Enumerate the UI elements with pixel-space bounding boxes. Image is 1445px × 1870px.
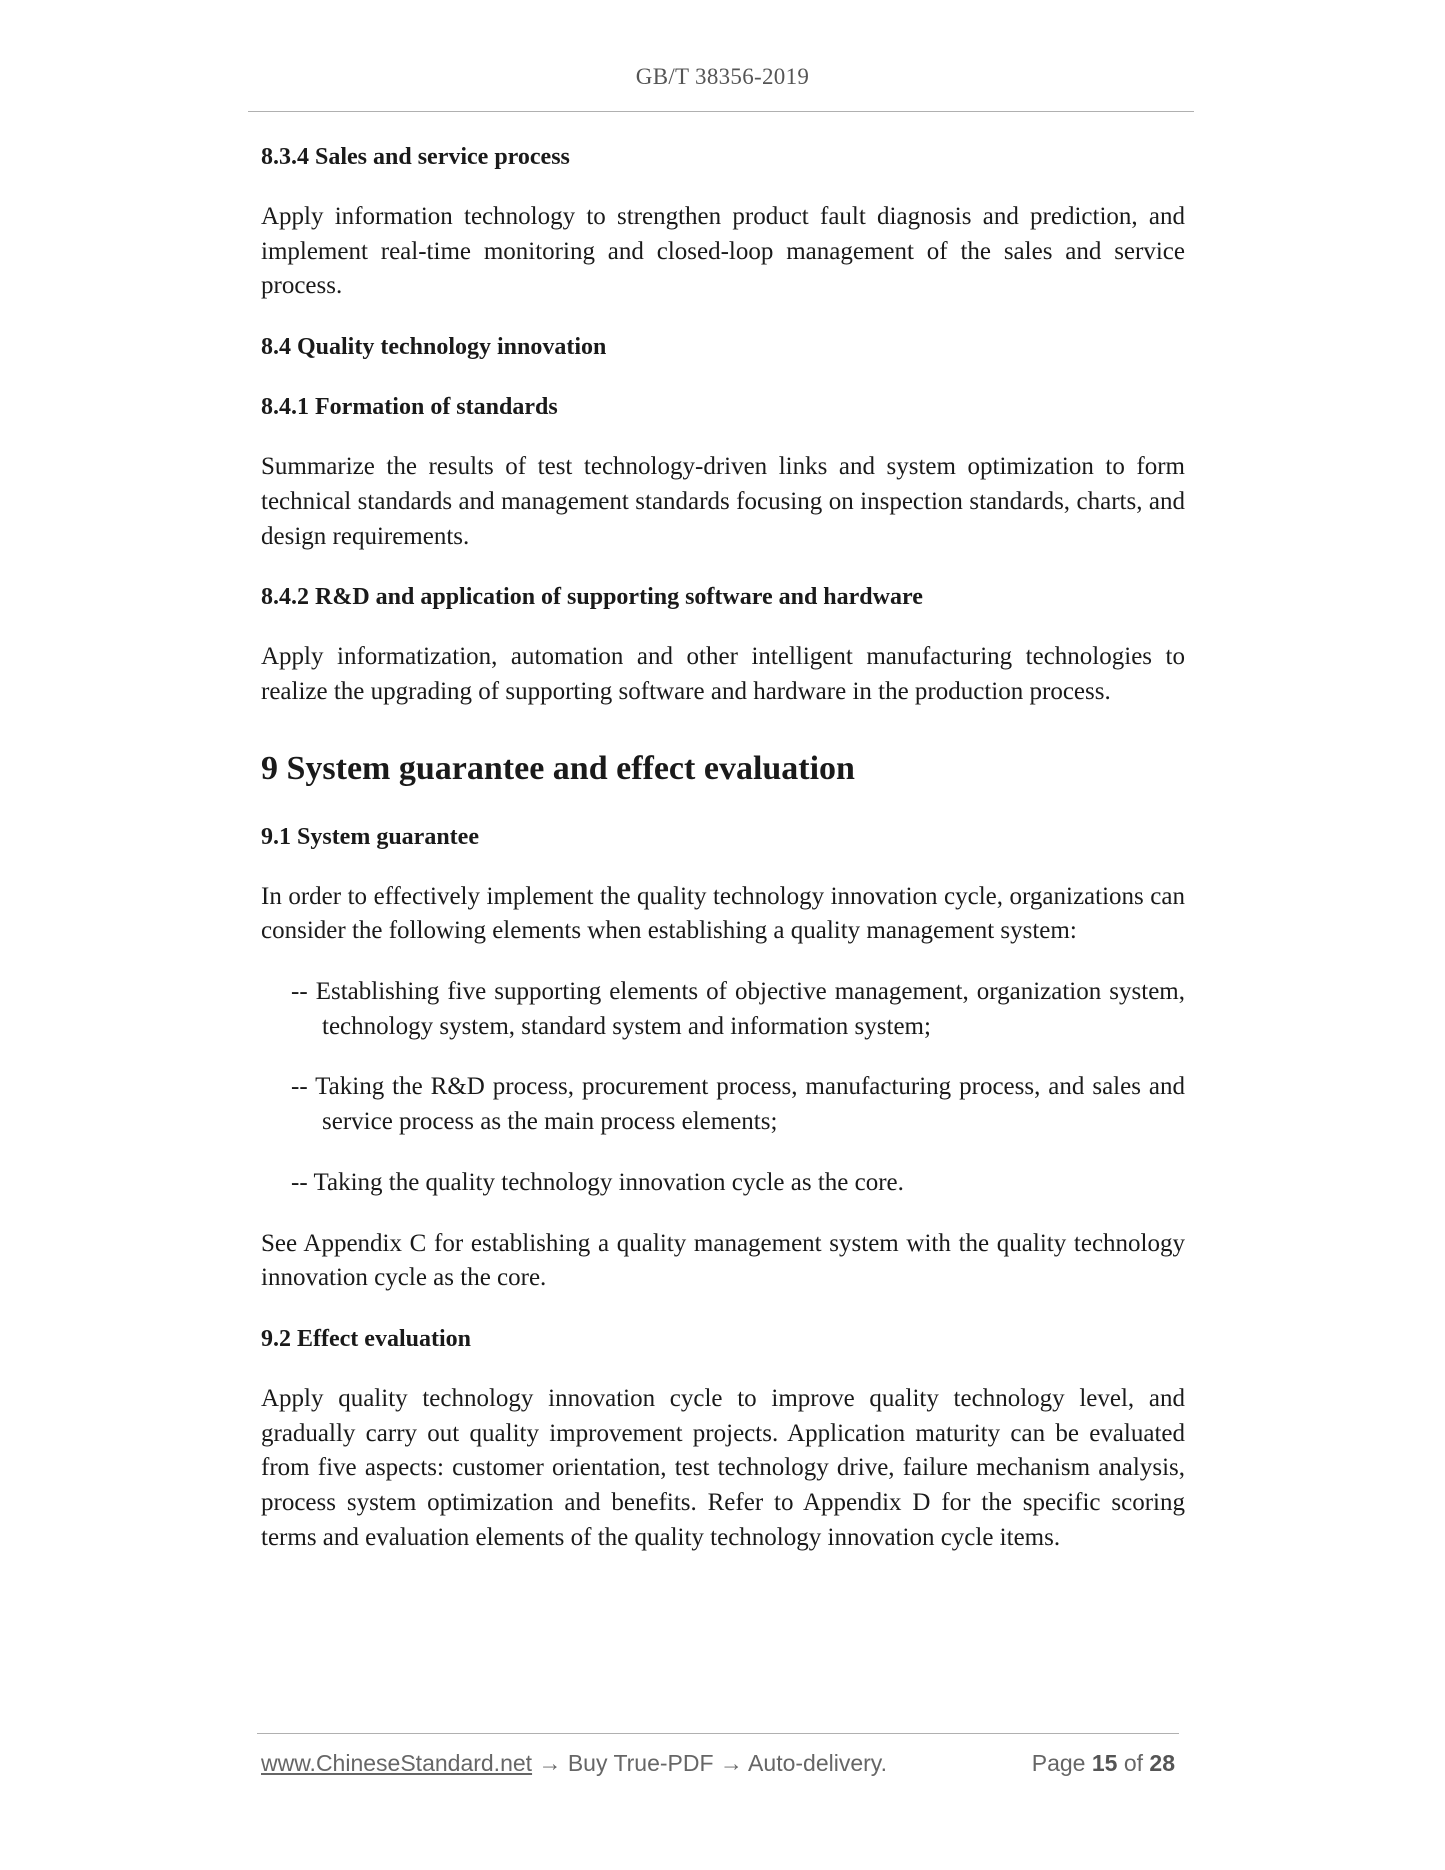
page-label: Page [1031,1750,1086,1776]
section-9-2-paragraph: Apply quality technology innovation cycle to improve quality technology level, and gradually carry out quality improvement projects. Application maturity can be evaluated from five aspects: customer orientation, test technology drive, failure mechanism analysis, process system optimization and benefits. Refer to Appendix D for the specific scoring terms and evaluation elements of the quality technology innovation cycle items. [261,1384,1185,1551]
header-divider [248,111,1194,112]
section-9-1-appendix-note: See Appendix C for establishing a quality management system with the quality technology innovation cycle as the core. [261,1229,1185,1292]
footer-divider [257,1733,1179,1734]
list-item: -- Establishing five supporting elements of objective management, organization system, technology system, standard system and information system; [291,978,1185,1040]
footer-tagline: → Buy True-PDF → Auto-delivery. [532,1750,887,1776]
section-9-heading: 9 System guarantee and effect evaluation [261,749,855,787]
footer-promo [261,1750,887,1777]
document-code-header: GB/T 38356-2019 [635,64,810,89]
page-of-label: of [1123,1750,1144,1776]
section-8-3-4-paragraph: Apply information technology to strengthen product fault diagnosis and prediction, and implement real-time monitoring and closed-loop management of the sales and service process. [261,203,1185,300]
section-8-4-1-heading: 8.4.1 Formation of standards [261,394,558,421]
page-current: 15 [1091,1750,1118,1776]
section-9-1-paragraph: In order to effectively implement the quality technology innovation cycle, organizations can consider the following elements when establishing a quality management system: [261,882,1185,945]
section-9-1-heading: 9.1 System guarantee [261,823,479,850]
section-9-2-heading: 9.2 Effect evaluation [261,1325,471,1352]
section-8-4-2-heading: 8.4.2 R&D and application of supporting software and hardware [261,584,923,611]
section-8-4-2-paragraph: Apply informatization, automation and other intelligent manufacturing technologies to realize the upgrading of supporting software and hardware in the production process. [261,643,1185,705]
website-link[interactable]: www.ChineseStandard.net [261,1750,533,1776]
list-item: -- Taking the quality technology innovation cycle as the core. [291,1168,904,1196]
page-total: 28 [1149,1750,1175,1776]
list-item: -- Taking the R&D process, procurement process, manufacturing process, and sales and service process as the main process elements; [291,1073,1185,1136]
page-number [1032,1750,1175,1777]
section-8-4-heading: 8.4 Quality technology innovation [261,334,607,361]
section-8-4-1-paragraph: Summarize the results of test technology-driven links and system optimization to form technical standards and management standards focusing on inspection standards, charts, and design requirements. [261,453,1185,550]
section-8-3-4-heading: 8.3.4 Sales and service process [261,144,570,170]
document-body [261,140,1185,1581]
